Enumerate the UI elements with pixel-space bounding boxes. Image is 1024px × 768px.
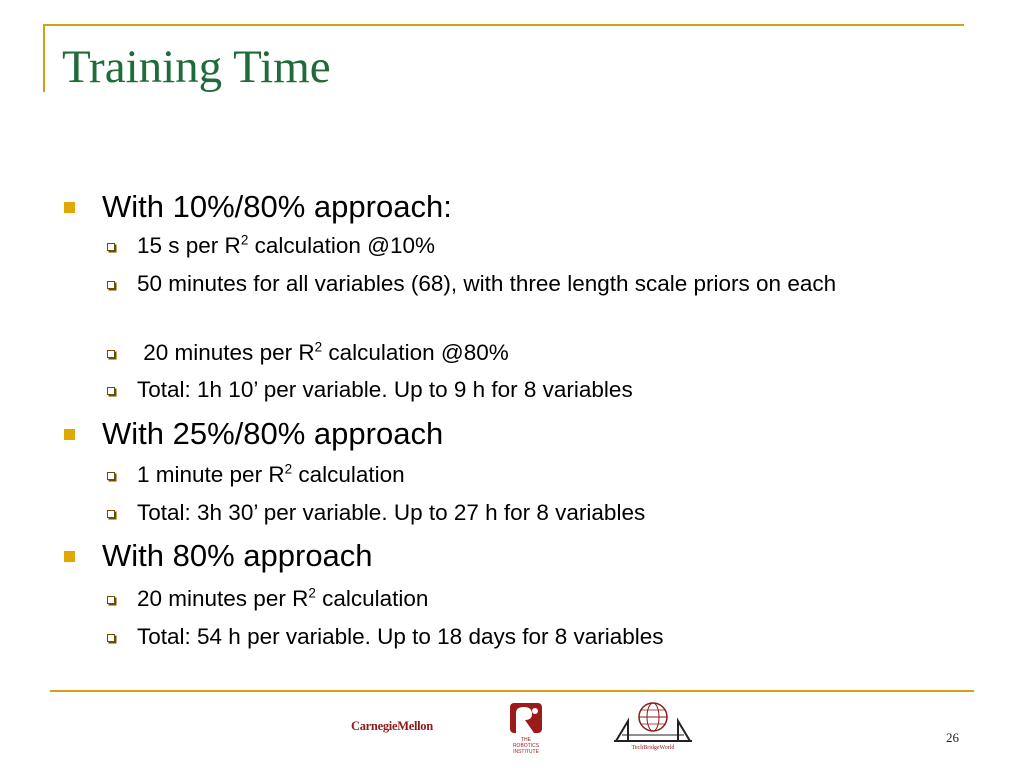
list-item: [137, 375, 967, 405]
list-item-text: calculation @10%: [248, 233, 436, 258]
section-heading-1: [102, 189, 452, 225]
list-item: [137, 498, 967, 528]
hollow-square-bullet-icon: [107, 596, 115, 604]
square-bullet-icon: [64, 551, 75, 562]
list-item-text: calculation: [292, 462, 405, 487]
svg-text:TechBridgeWorld: TechBridgeWorld: [631, 745, 675, 751]
list-item-text: 50 minutes for all variables (68), with three length scale priors on each: [137, 271, 837, 296]
left-frame-rule: [43, 24, 45, 92]
list-item-text: 15 s per R: [137, 233, 241, 258]
section-heading-text: With 25%/80% approach: [102, 416, 444, 451]
superscript: 2: [284, 461, 293, 477]
hollow-square-bullet-icon: [107, 510, 115, 518]
section-heading-text: With 10%/80% approach:: [102, 189, 452, 224]
hollow-square-bullet-icon: [107, 281, 115, 289]
list-item: [137, 269, 957, 299]
list-item-text: 1 minute per R: [137, 462, 285, 487]
hollow-square-bullet-icon: [107, 472, 115, 480]
hollow-square-bullet-icon: [107, 634, 115, 642]
techbridgeworld-logo-icon: [612, 697, 694, 751]
list-item-text: Total: 1h 10’ per variable. Up to 9 h for 8 variables: [137, 377, 633, 402]
section-heading-text: With 80% approach: [102, 538, 373, 573]
hollow-square-bullet-icon: [107, 350, 115, 358]
robotics-institute-logo-icon: [506, 701, 546, 755]
top-frame-rule: [43, 24, 964, 26]
list-item-text: 20 minutes per R: [137, 586, 309, 611]
svg-text:THE: THE: [521, 737, 531, 743]
hollow-square-bullet-icon: [107, 387, 115, 395]
square-bullet-icon: [64, 202, 75, 213]
list-item-text: Total: 54 h per variable. Up to 18 days for 8 variables: [137, 624, 664, 649]
list-item: [137, 338, 967, 368]
list-item: [137, 584, 967, 614]
list-item: [137, 231, 967, 261]
superscript: 2: [314, 339, 323, 355]
footer-rule: [50, 690, 974, 692]
list-item-text: calculation @80%: [322, 340, 509, 365]
page-number: 26: [946, 730, 959, 745]
slide-title: Training Time: [62, 41, 331, 93]
svg-text:INSTITUTE: INSTITUTE: [513, 749, 539, 755]
list-item: [137, 622, 967, 652]
hollow-square-bullet-icon: [107, 243, 115, 251]
section-heading-2: [102, 416, 443, 452]
square-bullet-icon: [64, 429, 75, 440]
section-heading-3: [102, 538, 373, 574]
svg-text:ROBOTICS: ROBOTICS: [512, 743, 540, 749]
carnegie-mellon-logo: CarnegieMellon: [351, 719, 433, 733]
superscript: 2: [240, 232, 249, 248]
list-item-text: calculation: [315, 586, 429, 611]
superscript: 2: [308, 585, 316, 601]
list-item-text: Total: 3h 30’ per variable. Up to 27 h for 8 variables: [137, 500, 646, 525]
list-item-text: 20 minutes per R: [137, 340, 315, 365]
list-item: [137, 460, 967, 490]
